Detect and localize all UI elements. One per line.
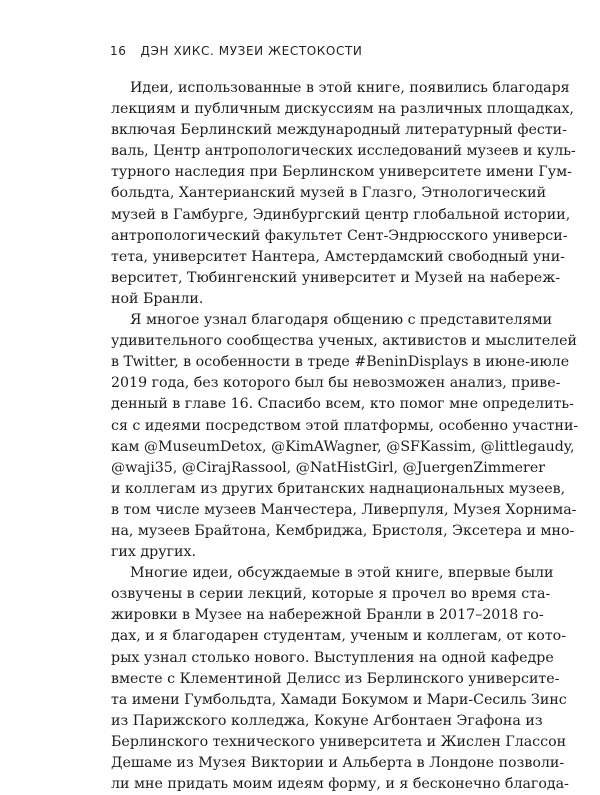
text-line: верситет, Тюбингенский университет и Музей на набереж- xyxy=(111,269,561,286)
text-line: и коллегам из других британских наднациональных музеев, xyxy=(111,480,566,497)
text-line: лекциям и публичным дискуссиям на различных площадках, xyxy=(111,101,575,118)
body-text xyxy=(111,78,579,795)
text-line: кам @MuseumDetox, @KimAWagner, @SFKassim, @littlegaudy, xyxy=(111,438,575,455)
text-line: ся с идеями посредством этой платформы, особенно участни- xyxy=(111,417,579,434)
text-line: турного наследия при Берлинском университете имени Гум- xyxy=(111,164,572,181)
text-line: гих других. xyxy=(111,544,196,561)
text-line: в том числе музеев Манчестера, Ливерпуля, Музея Хорнима- xyxy=(111,501,577,518)
running-head-title: ДЭН ХИКС. МУЗЕИ ЖЕСТОКОСТИ xyxy=(140,44,363,58)
text-line: Идеи, использованные в этой книге, появились благодаря xyxy=(130,80,570,96)
text-line: из Парижского колледжа, Кокуне Агбонтаен Эгафона из xyxy=(111,712,543,729)
text-line: антропологический факультет Сент-Эндрюсского универси- xyxy=(111,227,568,244)
text-line: дах, и я благодарен студентам, ученым и коллегам, от кото- xyxy=(111,628,567,645)
text-line: Берлинского технического университета и Жислен Глассон xyxy=(111,733,567,750)
text-line: удивительного сообщества ученых, активистов и мыслителей xyxy=(111,333,577,350)
paragraph-1 xyxy=(111,78,576,310)
text-line: валь, Центр антропологических исследований музеев и куль- xyxy=(111,143,576,160)
paragraph-3 xyxy=(111,563,569,795)
text-line: озвучены в серии лекций, которые я прочел во время ста- xyxy=(111,586,551,603)
text-line: Дешаме из Музея Виктории и Альберта в Лондоне позволи- xyxy=(111,755,565,771)
text-line: тета, университет Нантера, Амстердамский свободный уни- xyxy=(111,248,565,265)
text-line: та имени Гумбольдта, Хамади Бокумом и Мари-Сесиль Зинс xyxy=(111,691,567,708)
text-line: музей в Гамбурге, Эдинбургский центр глобальной истории, xyxy=(111,206,571,223)
paragraph-2 xyxy=(111,310,579,563)
text-line: денный в главе 16. Спасибо всем, кто помог мне определить- xyxy=(111,396,574,413)
text-line: на, музеев Брайтона, Кембриджа, Бристоля, Эксетера и мно- xyxy=(111,522,575,539)
text-line: больдта, Хантерианский музей в Глазго, Этнологический xyxy=(111,185,547,202)
text-line: ли мне придать моим идеям форму, и я бесконечно благода- xyxy=(111,776,569,793)
text-line: жировки в Музее на набережной Бранли в 2017–2018 го- xyxy=(111,607,544,624)
text-line: ной Бранли. xyxy=(111,290,204,307)
text-line: включая Берлинский международный литературный фести- xyxy=(111,122,567,139)
page-number: 16 xyxy=(110,44,127,58)
text-line: рых узнал столько нового. Выступления на одной кафедре xyxy=(111,649,554,666)
text-line: в Twitter, в особенности в треде #BeninDisplays в июне-июле xyxy=(111,354,570,371)
text-line: Я многое узнал благодаря общению с представителями xyxy=(130,312,553,329)
text-line: вместе с Клементиной Делисс из Берлинского университе- xyxy=(111,670,560,687)
running-head xyxy=(110,44,530,58)
text-line: @waji35, @CirajRassool, @NatHistGirl, @JuergenZimmerer xyxy=(111,459,546,476)
text-line: 2019 года, без которого был бы невозможен анализ, приве- xyxy=(111,375,561,392)
text-line: Многие идеи, обсуждаемые в этой книге, впервые были xyxy=(130,565,554,582)
